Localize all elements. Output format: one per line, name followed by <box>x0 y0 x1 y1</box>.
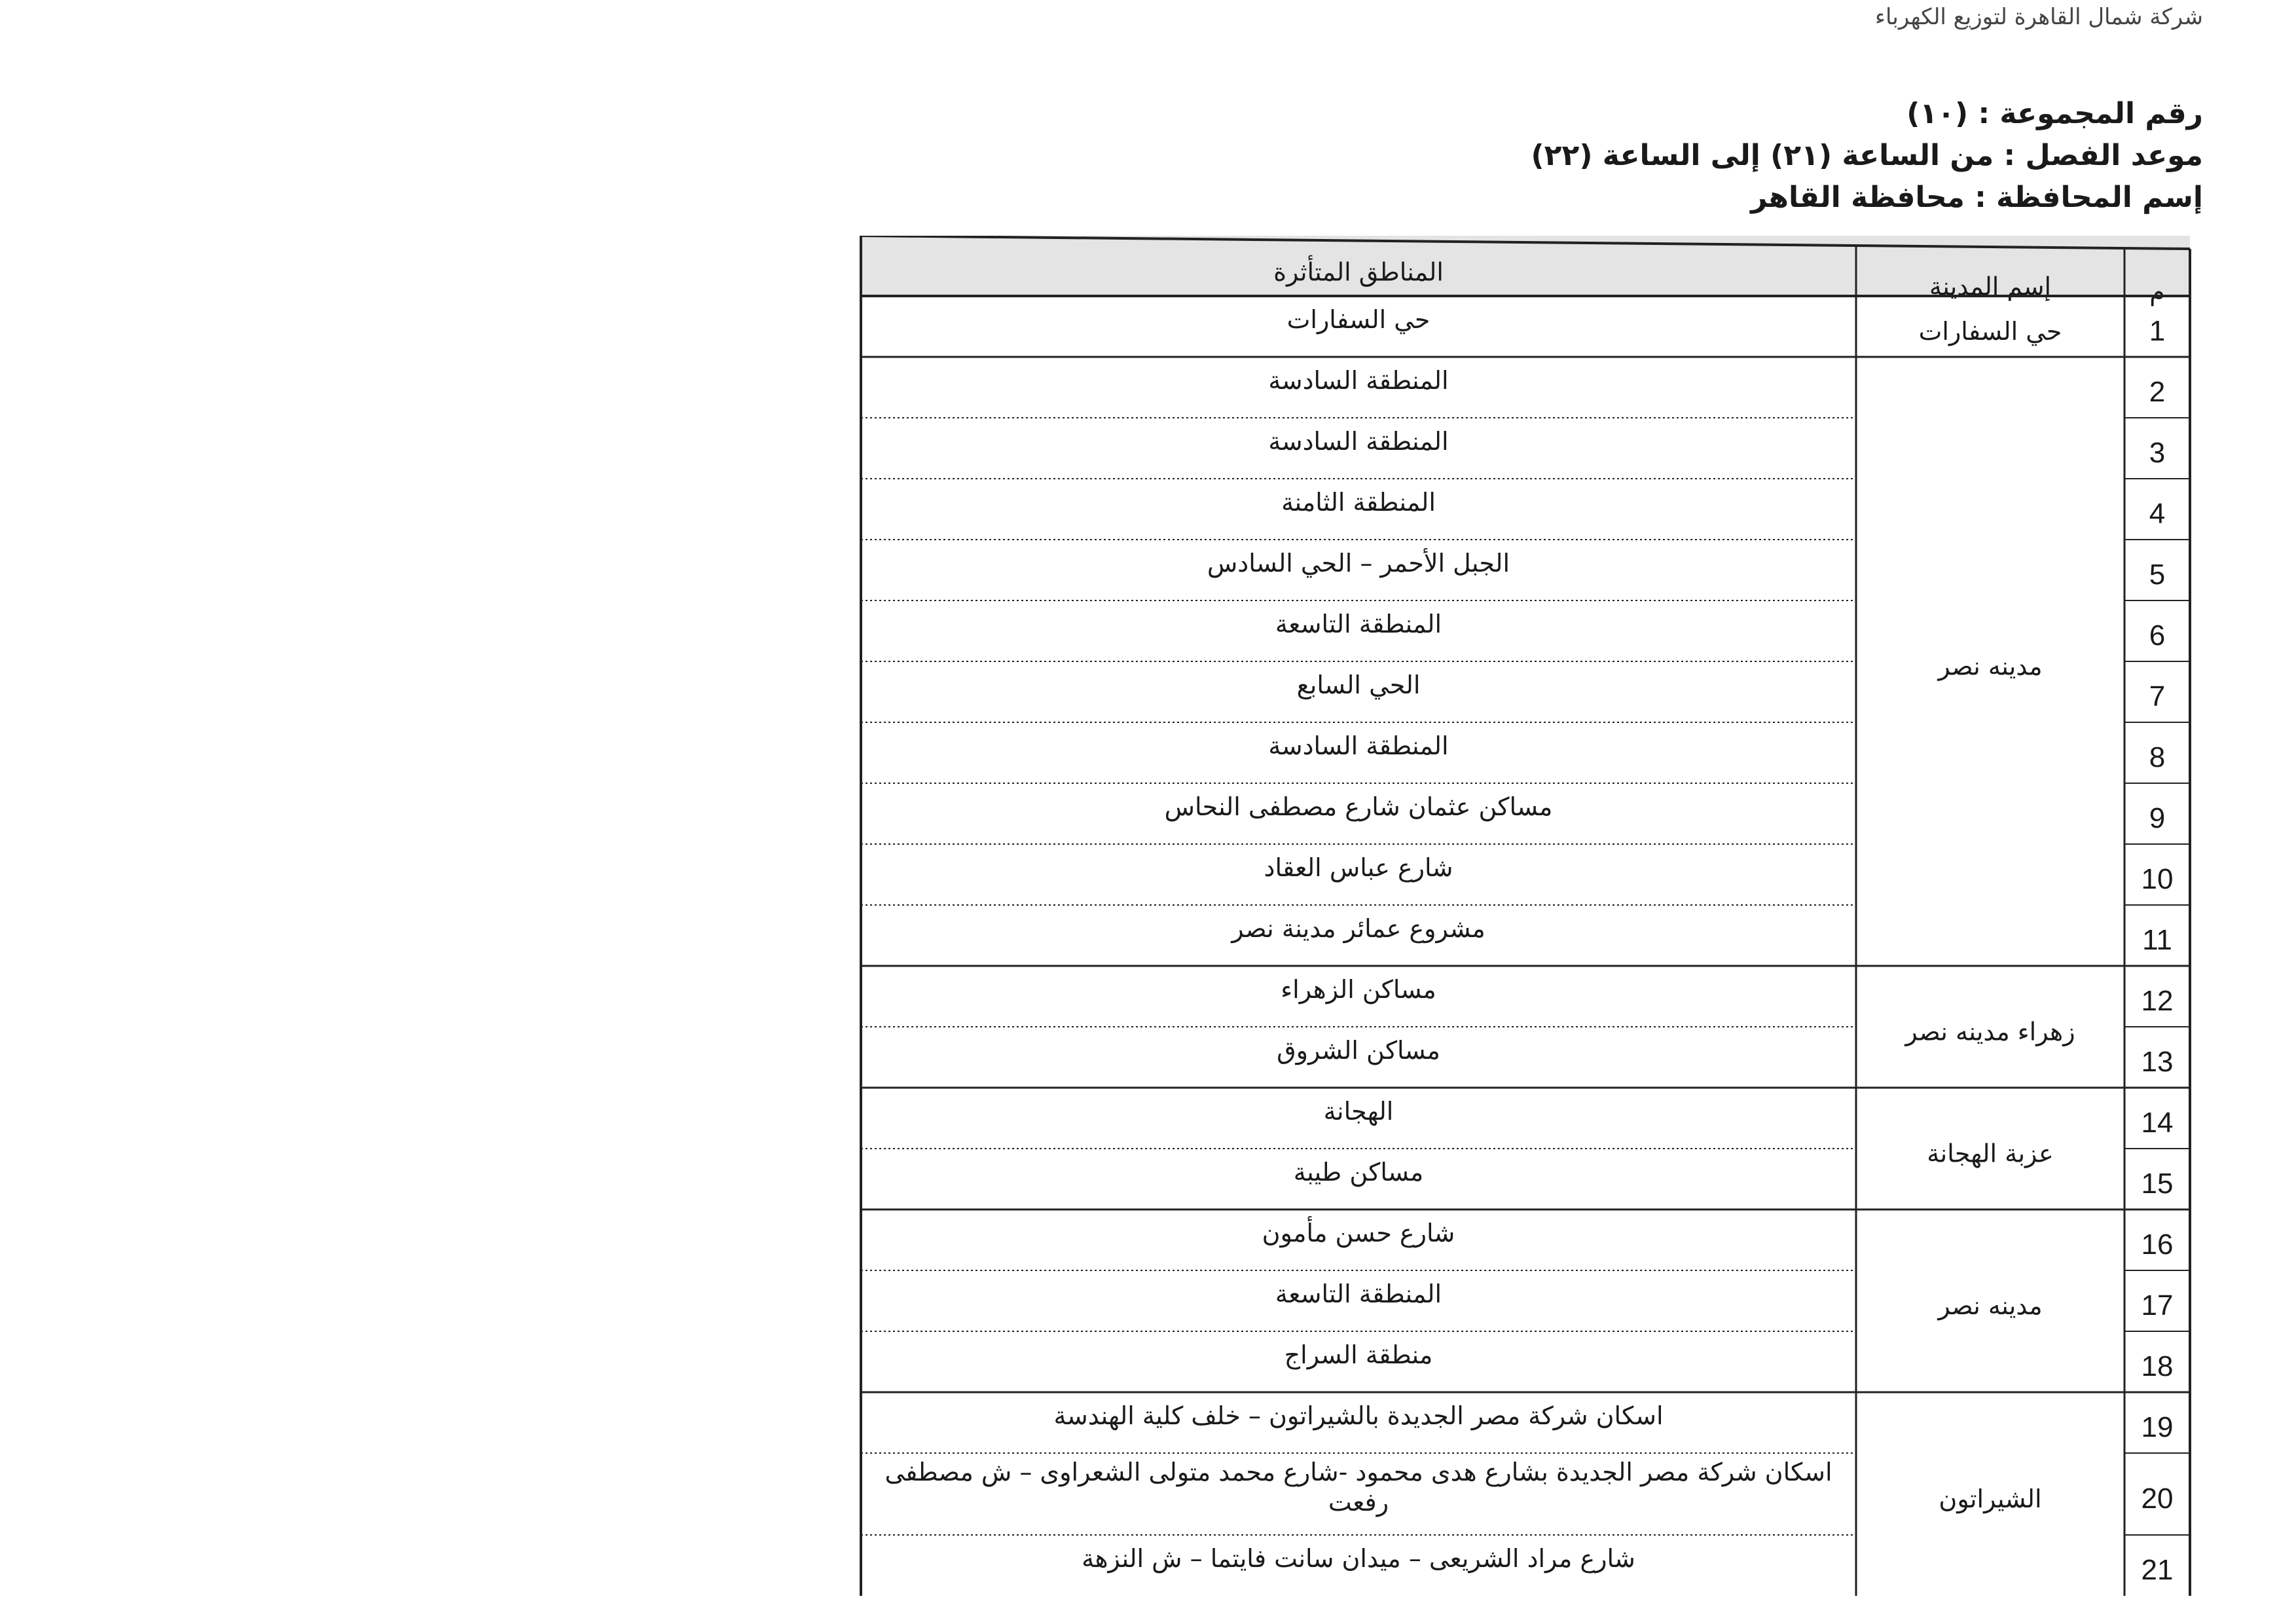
affected-area: المنطقة التاسعة <box>1275 1280 1442 1308</box>
row-number: 21 <box>2141 1554 2174 1587</box>
affected-area: المنطقة الثامنة <box>1281 488 1436 517</box>
row-number: 11 <box>2142 924 2172 957</box>
affected-area: الحي السابع <box>1296 671 1421 699</box>
city-name: زهراء مدينه نصر <box>1905 1017 2075 1046</box>
governorate-name: إسم المحافظة : محافظة القاهر <box>1751 181 2203 214</box>
row-number: 4 <box>2149 498 2166 530</box>
affected-area: مساكن الشروق <box>1277 1036 1440 1065</box>
row-number: 10 <box>2141 863 2174 896</box>
affected-area: شارع مراد الشريعى – ميدان سانت فايتما – ش النزهة <box>1082 1544 1635 1573</box>
row-number: 19 <box>2141 1411 2174 1444</box>
row-number: 3 <box>2149 437 2166 470</box>
affected-area: شارع حسن مأمون <box>1262 1219 1455 1247</box>
column-header-areas: المناطق المتأثرة <box>1273 257 1444 287</box>
affected-area: الجبل الأحمر – الحي السادس <box>1207 549 1510 578</box>
affected-area: مشروع عمائر مدينة نصر <box>1231 914 1485 943</box>
cutoff-time: موعد الفصل : من الساعة (٢١) إلى الساعة (٢٢) <box>1531 139 2203 172</box>
affected-area: المنطقة السادسة <box>1268 427 1449 456</box>
affected-area: المنطقة السادسة <box>1268 731 1449 760</box>
row-number: 18 <box>2141 1350 2174 1383</box>
column-header-number: م <box>2149 277 2165 306</box>
affected-area: حي السفارات <box>1286 305 1430 334</box>
company-name: شركة شمال القاهرة لتوزيع الكهرباء <box>1875 4 2203 30</box>
affected-area: مساكن عثمان شارع مصطفى النحاس <box>1164 792 1553 821</box>
row-number: 8 <box>2149 741 2166 774</box>
city-name: مدينه نصر <box>1938 652 2043 681</box>
affected-area: رفعت <box>1328 1488 1389 1517</box>
city-name: الشيراتون <box>1939 1485 2042 1513</box>
column-header-city: إسم المدينة <box>1929 272 2052 301</box>
affected-area: مساكن طيبة <box>1293 1158 1424 1187</box>
outage-table <box>854 236 2197 1624</box>
affected-area: المنطقة السادسة <box>1268 366 1449 395</box>
row-number: 9 <box>2149 802 2166 835</box>
row-number: 7 <box>2149 680 2166 713</box>
affected-area: الهجانة <box>1323 1097 1394 1126</box>
row-number: 5 <box>2149 559 2166 591</box>
row-number: 14 <box>2141 1107 2174 1139</box>
outage-table-grid <box>854 236 2197 1624</box>
city-name: مدينه نصر <box>1938 1291 2043 1320</box>
row-number: 1 <box>2149 315 2166 348</box>
row-number: 17 <box>2141 1289 2174 1322</box>
affected-area: المنطقة التاسعة <box>1275 610 1442 638</box>
affected-area: منطقة السراج <box>1284 1340 1433 1369</box>
city-name: عزبة الهجانة <box>1927 1139 2054 1168</box>
affected-area: اسكان شركة مصر الجديدة بالشيراتون – خلف كلية الهندسة <box>1053 1401 1664 1430</box>
affected-area: اسكان شركة مصر الجديدة بشارع هدى محمود -شارع محمد متولى الشعراوى – ش مصطفى <box>884 1458 1832 1486</box>
row-number: 15 <box>2141 1168 2174 1200</box>
row-number: 20 <box>2141 1483 2174 1515</box>
group-number: رقم المجموعة : (١٠) <box>1906 97 2203 130</box>
affected-area: شارع عباس العقاد <box>1264 853 1453 882</box>
row-number: 16 <box>2141 1228 2174 1261</box>
affected-area: مساكن الزهراء <box>1281 975 1436 1004</box>
city-name: حي السفارات <box>1918 317 2062 346</box>
row-number: 2 <box>2149 376 2166 409</box>
row-number: 12 <box>2141 985 2174 1018</box>
row-number: 6 <box>2149 619 2166 652</box>
row-number: 13 <box>2141 1046 2174 1079</box>
